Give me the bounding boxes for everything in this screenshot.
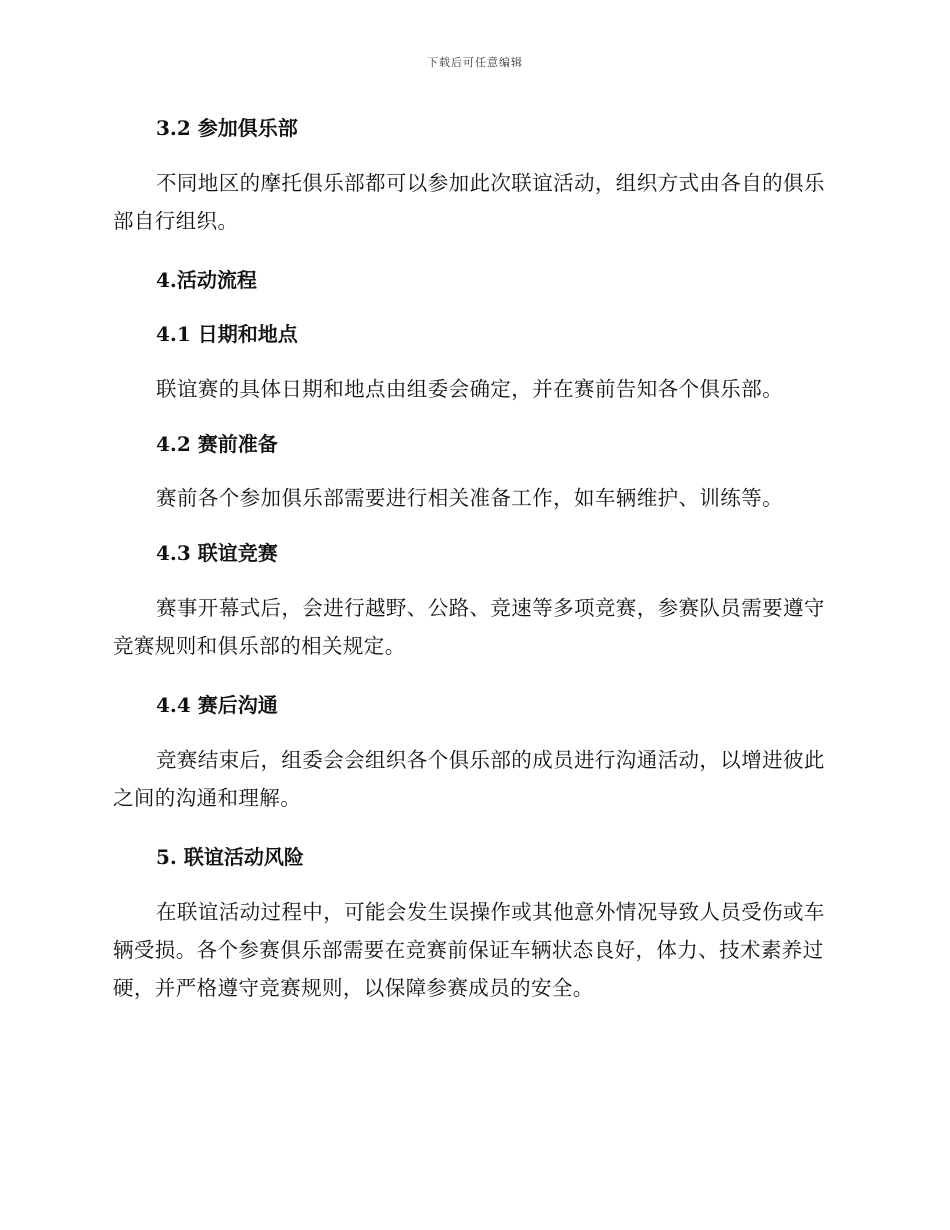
paragraph-4-1: 联谊赛的具体日期和地点由组委会确定，并在赛前告知各个俱乐部。: [156, 377, 783, 401]
header-note: 下载后可任意编辑: [427, 56, 523, 69]
section-heading-3-2: 3.2 参加俱乐部: [156, 116, 298, 140]
section-heading-5: 5. 联谊活动风险: [156, 845, 304, 869]
paragraph-4-4: 竞赛结束后，组委会会组织各个俱乐部的成员进行沟通活动，以增进彼此之间的沟通和理解。: [113, 748, 825, 810]
section-heading-4-2: 4.2 赛前准备: [156, 432, 278, 456]
section-heading-4: 4.活动流程: [156, 268, 257, 292]
paragraph-5: 在联谊活动过程中，可能会发生误操作或其他意外情况导致人员受伤或车辆受损。各个参赛俱乐部需要在竞赛前保证车辆状态良好，体力、技术素养过硬，并严格遵守竞赛规则，以保障参赛成员的安全。: [113, 900, 825, 1000]
paragraph-4-3: 赛事开幕式后，会进行越野、公路、竞速等多项竞赛，参赛队员需要遵守竞赛规则和俱乐部的相关规定。: [113, 596, 825, 658]
paragraph-3-2: 不同地区的摩托俱乐部都可以参加此次联谊活动，组织方式由各自的俱乐部自行组织。: [113, 171, 825, 233]
section-heading-4-1: 4.1 日期和地点: [156, 322, 298, 346]
section-heading-4-4: 4.4 赛后沟通: [156, 693, 278, 717]
section-heading-4-3: 4.3 联谊竞赛: [156, 541, 278, 565]
paragraph-4-2: 赛前各个参加俱乐部需要进行相关准备工作，如车辆维护、训练等。: [156, 486, 783, 510]
